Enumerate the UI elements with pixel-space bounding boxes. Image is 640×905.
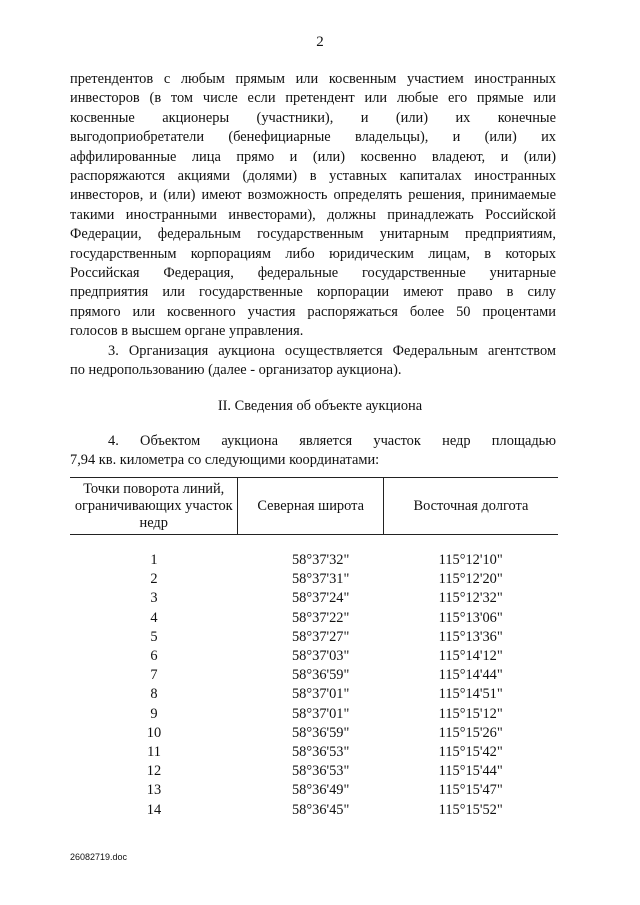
paragraph-continuation [70, 70, 556, 381]
text-line: косвенные акционеры (участники), и (или) их конечные [70, 109, 556, 126]
text-line: инвесторов, и (или) имеют возможность определять решения, принимаемые [70, 187, 556, 204]
latitude-cell: 58°36'45" [291, 801, 350, 818]
longitude-cell: 115°15'52" [438, 801, 503, 818]
point-cell: 14 [146, 801, 162, 818]
text-line: голосов в высшем органе управления. [70, 323, 304, 340]
table-row [70, 801, 558, 820]
longitude-cell: 115°13'36" [438, 628, 503, 645]
text-line: государственным корпорациям либо юридическим лицам, в которых [70, 245, 556, 262]
text-line: такими иностранными инвесторами), должны принадлежать Российской [70, 206, 556, 223]
header-longitude: Восточная долгота [383, 478, 558, 535]
latitude-cell: 58°37'31" [291, 571, 350, 588]
longitude-cell: 115°12'10" [438, 552, 503, 568]
text-line: Российская Федерация, федеральные государственные унитарные [70, 265, 556, 282]
latitude-cell: 58°36'53" [291, 744, 350, 761]
longitude-cell: 115°15'47" [438, 782, 503, 799]
longitude-cell: 115°12'20" [438, 571, 503, 588]
table-row [70, 570, 558, 589]
longitude-cell: 115°12'32" [438, 590, 503, 607]
table-row [70, 647, 558, 666]
latitude-cell: 58°36'53" [291, 763, 350, 780]
table-row [70, 743, 558, 762]
paragraph-4 [70, 432, 556, 471]
header-points: Точки поворота линий, ограничивающих участок недр [70, 478, 238, 535]
latitude-cell: 58°37'22" [291, 609, 350, 626]
text-line: инвесторов (в том числе если претендент или любые его прямые или [70, 90, 556, 107]
longitude-cell: 115°13'06" [438, 609, 503, 626]
latitude-cell: 58°37'27" [291, 628, 350, 645]
header-latitude: Северная широта [238, 478, 383, 535]
point-cell: 9 [150, 705, 158, 722]
latitude-cell: 58°37'24" [291, 590, 350, 607]
point-cell: 12 [146, 763, 162, 780]
text-line: аффилированные лица прямо и (или) косвенно владеют, и (или) [70, 148, 556, 165]
table-row [70, 628, 558, 647]
text-line: по недропользованию (далее - организатор аукциона). [70, 362, 402, 379]
point-cell: 4 [150, 609, 158, 626]
table-row [70, 781, 558, 800]
longitude-cell: 115°15'44" [438, 763, 503, 780]
table-row [70, 551, 558, 570]
table-row [70, 609, 558, 628]
latitude-cell: 58°36'49" [291, 782, 350, 799]
latitude-cell: 58°37'01" [291, 686, 350, 703]
longitude-cell: 115°14'12" [438, 648, 503, 665]
latitude-cell: 58°37'32" [291, 552, 350, 568]
point-cell: 11 [147, 744, 161, 761]
latitude-cell: 58°37'03" [291, 648, 350, 665]
table-header-row [70, 478, 558, 535]
table-body [70, 535, 558, 820]
point-cell: 1 [150, 552, 158, 568]
point-cell: 10 [146, 724, 162, 741]
text-line: 3. Организация аукциона осуществляется Федеральным агентством [108, 342, 556, 359]
page-number: 2 [316, 34, 324, 50]
point-cell: 5 [150, 628, 158, 645]
point-cell: 2 [150, 571, 158, 588]
paragraph-3 [70, 342, 556, 381]
point-cell: 8 [150, 686, 158, 703]
longitude-cell: 115°15'42" [438, 744, 503, 761]
text-line: 7,94 кв. километра со следующими координатами: [70, 452, 380, 469]
table-row [70, 705, 558, 724]
section-heading: II. Сведения об объекте аукциона [217, 398, 423, 414]
point-cell: 7 [150, 667, 158, 684]
text-line: предприятия или государственные корпорации имеют право в силу [70, 284, 556, 301]
text-line: прямого или косвенного участия распоряжаться более 50 процентами [70, 303, 556, 320]
table-spacer-row [70, 535, 558, 552]
table-row [70, 666, 558, 685]
text-line: распоряжаются акциями (долями) в уставных капиталах иностранных [70, 168, 556, 185]
longitude-cell: 115°15'26" [438, 724, 503, 741]
latitude-cell: 58°37'01" [291, 705, 350, 722]
coordinates-table [70, 477, 558, 820]
table-row [70, 762, 558, 781]
text-line: Федерации, федеральным государственным унитарным предприятиям, [70, 226, 556, 243]
longitude-cell: 115°14'44" [438, 667, 503, 684]
text-line: претендентов с любым прямым или косвенным участием иностранных [70, 71, 556, 87]
latitude-cell: 58°36'59" [291, 667, 350, 684]
text-line: 4. Объектом аукциона является участок недр площадью [108, 433, 556, 449]
text-line: выгодоприобретатели (бенефициарные владельцы), и (или) их [70, 129, 556, 146]
point-cell: 3 [150, 590, 158, 607]
table-row [70, 685, 558, 704]
document-code: 26082719.doc [70, 852, 128, 862]
point-cell: 6 [150, 648, 158, 665]
table-row [70, 589, 558, 608]
table-row [70, 724, 558, 743]
paragraph-lines [70, 70, 556, 342]
point-cell: 13 [146, 782, 162, 799]
latitude-cell: 58°36'59" [291, 724, 350, 741]
longitude-cell: 115°14'51" [438, 686, 503, 703]
longitude-cell: 115°15'12" [438, 705, 503, 722]
spacer-cell [70, 535, 558, 552]
